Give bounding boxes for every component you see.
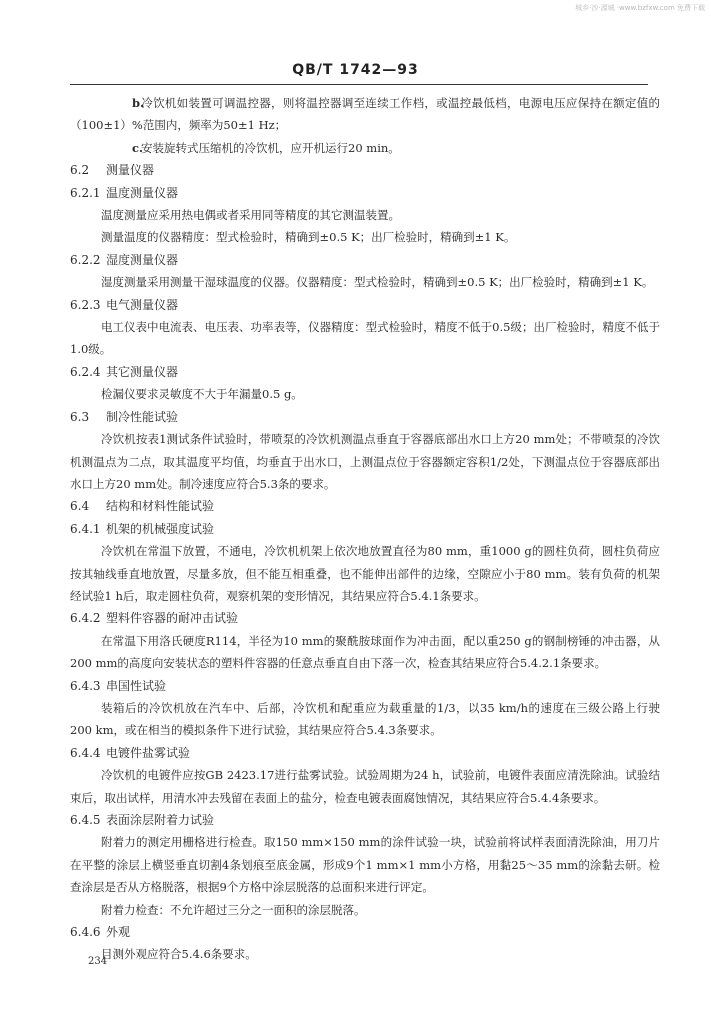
section-heading [70, 921, 660, 943]
paragraph: 电工仪表中电流表、电压表、功率表等，仪器精度：型式检验时，精度不低于0.5级；出厂检验时，精度不低于1.0级。 [70, 320, 660, 357]
section-title: 其它测量仪器 [106, 364, 179, 379]
section-number: 6.2.3 [70, 297, 101, 312]
section-title: 外观 [106, 925, 131, 940]
section-title: 制冷性能试验 [106, 409, 179, 424]
section-number: 6.4 [70, 499, 90, 514]
list-item [70, 92, 660, 137]
section-title: 电镀件盐雾试验 [106, 745, 191, 760]
paragraph: 附着力的测定用栅格进行检查。取150 mm×150 mm的涂件试验一块，试验前将试样表面清洗除油，用刀片在平整的涂层上横竖垂直切割4条划痕至底金属，形成9个1 mm×1 mm小方格，用黏25～35 mm的涂黏去研。检查涂层是否从方格脱落，根据9个方格中涂层脱落的总面积来进行评定。 [70, 835, 660, 895]
page-number: 234 [88, 956, 108, 967]
list-item-text: 安装旋转式压缩机的冷饮机，应开机运行20 min。 [141, 140, 400, 155]
section-title: 结构和材料性能试验 [106, 499, 215, 514]
header-rule [70, 84, 648, 85]
section-heading [70, 249, 660, 271]
section-number: 6.4.5 [70, 813, 101, 827]
section-heading [70, 406, 660, 428]
section-number: 6.4.4 [70, 745, 101, 760]
paragraph: 测量温度的仪器精度：型式检验时，精确到±0.5 K；出厂检验时，精确到±1 K。 [101, 230, 516, 245]
section-heading [70, 518, 660, 540]
section-heading [70, 361, 660, 383]
section-heading [70, 159, 660, 181]
paragraph: 冷饮机按表1测试条件试验时，带喷泵的冷饮机测温点垂直于容器底部出水口上方20 mm处；不带喷泵的冷饮机测温点为二点，取其温度平均值，均垂直于出水口，上测温点位于容器额定容积1/2处，下测温点位于容器底部出水口上方20 mm处。制冷速度应符合5.3条的要求。 [70, 432, 660, 491]
section-number: 6.2.2 [70, 252, 101, 267]
section-title: 机架的机械强度试验 [106, 521, 215, 536]
paragraph: 装箱后的冷饮机放在汽车中、后部，冷饮机和配重应为载重量的1/3，以35 km/h的速度在三级公路上行驶200 km，或在相当的模拟条件下进行试验，其结果应符合5.4.3条要求。 [70, 700, 660, 738]
section-title: 串国性试验 [106, 678, 167, 693]
section-heading [70, 742, 660, 764]
paragraph: 目测外观应符合5.4.6条要求。 [101, 947, 257, 962]
paragraph: 附着力检查：不允许超过三分之一面积的涂层脱落。 [101, 902, 366, 917]
section-number: 6.4.2 [70, 611, 101, 626]
list-item-text: 冷饮机如装置可调温控器，则将温控器调至连续工作档，或温控最低档，电源电压应保持在额定值的（100±1）%范围内，频率为50±1 Hz； [70, 96, 660, 133]
section-heading [70, 809, 660, 831]
section-number: 6.2.1 [70, 185, 101, 200]
list-item [70, 137, 660, 159]
paragraph: 在常温下用洛氏硬度R114，半径为10 mm的聚酰胺球面作为冲击面，配以重250 g的钢制榜锤的冲击器，从200 mm的高度向安装状态的塑料件容器的任意点垂直自由下落一次，检查其结果应符合5.4.2.1条要求。 [70, 633, 660, 671]
section-title: 测量仪器 [106, 163, 155, 178]
paragraph: 湿度测量采用测量干湿球温度的仪器。仪器精度：型式检验时，精确到±0.5 K；出厂检验时，精确到±1 K。 [101, 275, 654, 290]
paragraph: 冷饮机的电镀件应按GB 2423.17进行盐雾试验。试验周期为24 h，试验前，电镀件表面应清洗除油。试验结束后，取出试样，用清水冲去残留在表面上的盐分，检查电镀表面腐蚀情况，其结果应符合5.4.4条要求。 [70, 768, 660, 805]
document-body [70, 92, 660, 966]
section-title: 湿度测量仪器 [106, 252, 179, 267]
standard-header: QB/T 1742—93 [292, 62, 419, 78]
list-item-label: c. [132, 140, 144, 155]
watermark: 城乡·沙·源城 ·www.bzfxw.com 免费下载 [575, 4, 705, 12]
section-number: 6.4.1 [70, 521, 101, 536]
section-number: 6.3 [70, 409, 90, 424]
section-title: 温度测量仪器 [106, 185, 179, 200]
section-number: 6.2.4 [70, 364, 101, 379]
list-item-label: b. [132, 96, 145, 110]
section-title: 塑料件容器的耐冲击试验 [106, 611, 239, 626]
section-heading [70, 607, 660, 629]
section-heading [70, 182, 660, 204]
paragraph: 温度测量应采用热电偶或者采用同等精度的其它测温装置。 [101, 208, 400, 223]
section-title: 电气测量仪器 [106, 297, 179, 312]
section-number: 6.4.3 [70, 678, 101, 693]
paragraph: 检漏仪要求灵敏度不大于年漏量0.5 g。 [101, 387, 303, 402]
section-heading [70, 294, 660, 316]
section-heading [70, 675, 660, 697]
section-number: 6.4.6 [70, 925, 101, 940]
paragraph: 冷饮机在常温下放置，不通电，冷饮机机架上依次地放置直径为80 mm，重1000 g的圆柱负荷，圆柱负荷应按其轴线垂直地放置，尽量多放，但不能互相重叠，也不能伸出部件的边缘，空隙应小于80 mm。装有负荷的机架经试验1 h后，取走圆柱负荷，观察机架的变形情况，其结果应符合5.4.1条要求。 [70, 544, 660, 603]
section-title: 表面涂层附着力试验 [106, 813, 215, 827]
section-heading [70, 495, 660, 517]
section-number: 6.2 [70, 163, 90, 178]
